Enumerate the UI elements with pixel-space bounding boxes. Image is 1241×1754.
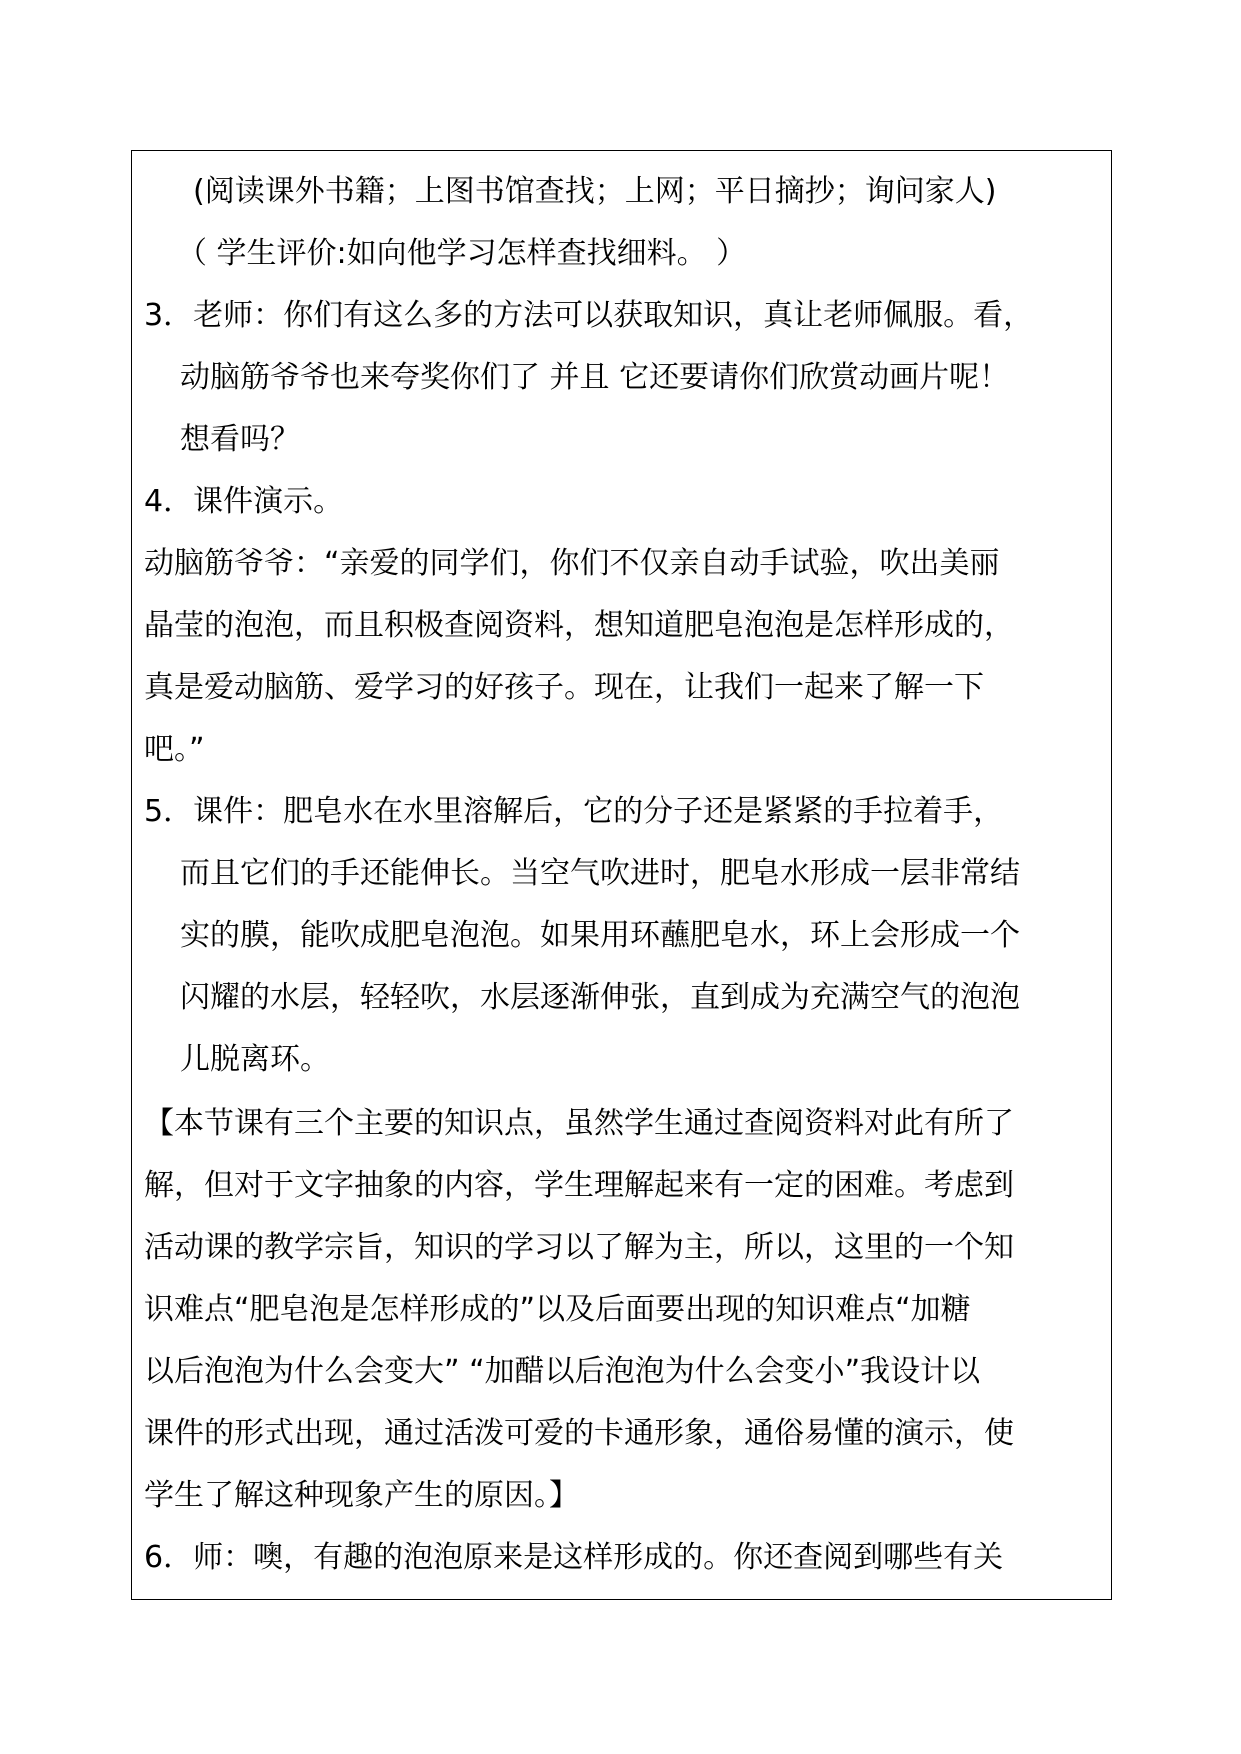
text-line-7: 动脑筋爷爷：“亲爱的同学们，你们不仅亲自动手试验，吹出美丽 [144, 546, 1000, 581]
text-line-4: 动脑筋爷爷也来夸奖你们了 并且 它还要请你们欣赏动画片呢！ [180, 360, 1010, 395]
text-line-11: 5．课件：肥皂水在水里溶解后，它的分子还是紧紧的手拉着手， [144, 794, 1004, 829]
text-line-13: 实的膜，能吹成肥皂泡泡。如果用环蘸肥皂水，环上会形成一个 [180, 918, 1020, 953]
text-line-22: 学生了解这种现象产生的原因。】 [144, 1478, 579, 1513]
text-line-15: 儿脱离环。 [180, 1042, 330, 1077]
text-line-20: 以后泡泡为什么会变大” “加醋以后泡泡为什么会变小”我设计以 [144, 1354, 981, 1389]
text-line-8: 晶莹的泡泡，而且积极查阅资料，想知道肥皂泡泡是怎样形成的， [144, 608, 1014, 643]
text-line-2: （ 学生评价:如向他学习怎样查找细料。 ） [177, 236, 747, 271]
text-line-5: 想看吗？ [180, 422, 300, 457]
text-line-10: 吧。” [144, 732, 205, 767]
text-line-1: (阅读课外书籍；上图书馆查找；上网；平日摘抄；询问家人) [193, 174, 997, 209]
text-line-18: 活动课的教学宗旨，知识的学习以了解为主，所以，这里的一个知 [144, 1230, 1014, 1265]
text-line-21: 课件的形式出现，通过活泼可爱的卡通形象，通俗易懂的演示，使 [144, 1416, 1014, 1451]
text-line-9: 真是爱动脑筋、爱学习的好孩子。现在，让我们一起来了解一下 [144, 670, 984, 705]
text-line-23: 6．师：噢，有趣的泡泡原来是这样形成的。你还查阅到哪些有关 [144, 1540, 1004, 1575]
text-line-6: 4．课件演示。 [144, 484, 344, 519]
text-line-16: 【本节课有三个主要的知识点，虽然学生通过查阅资料对此有所了 [144, 1106, 1014, 1141]
text-line-3: 3．老师：你们有这么多的方法可以获取知识，真让老师佩服。看， [144, 298, 1034, 333]
text-line-19: 识难点“肥皂泡是怎样形成的”以及后面要出现的知识难点“加糖 [144, 1292, 971, 1327]
text-line-14: 闪耀的水层，轻轻吹，水层逐渐伸张，直到成为充满空气的泡泡 [180, 980, 1020, 1015]
text-line-17: 解，但对于文字抽象的内容，学生理解起来有一定的困难。考虑到 [144, 1168, 1014, 1203]
text-line-12: 而且它们的手还能伸长。当空气吹进时，肥皂水形成一层非常结 [180, 856, 1020, 891]
